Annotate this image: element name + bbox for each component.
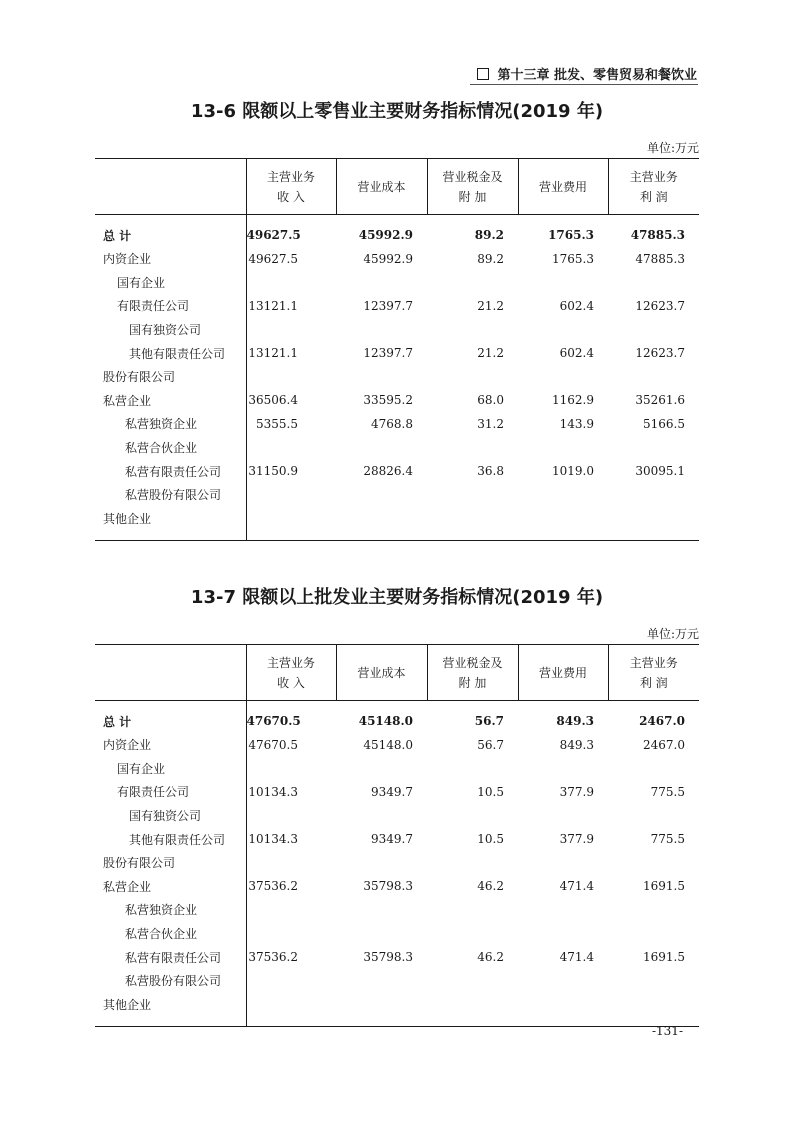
- cell-cost: 4768.8: [371, 416, 413, 431]
- cell-profit: 775.5: [650, 784, 685, 799]
- cell-tax: [427, 757, 518, 781]
- cell-cost: 28826.4: [363, 464, 413, 479]
- row-label: 私营合伙企业: [125, 441, 198, 456]
- cell-cost: [336, 271, 427, 295]
- table-row: [95, 780, 699, 804]
- table-title: 13-7 限额以上批发业主要财务指标情况(2019 年): [190, 587, 604, 608]
- cell-revenue: 13121.1: [246, 341, 336, 365]
- cell-expense: [518, 757, 608, 781]
- cell-expense: [518, 922, 608, 946]
- row-label: 私营有限责任公司: [125, 950, 222, 965]
- cell-cost: 33595.2: [363, 393, 413, 408]
- cell-cost: [336, 851, 427, 875]
- cell-profit: 12623.7: [635, 346, 685, 361]
- cell-cost: [336, 365, 427, 389]
- cell-revenue: [246, 436, 336, 460]
- cell-expense: 1019.0: [552, 464, 594, 479]
- cell-revenue: 37536.2: [246, 875, 336, 899]
- cell-tax: [427, 365, 518, 389]
- cell-cost: 9349.7: [371, 784, 413, 799]
- cell-expense: 602.4: [559, 346, 594, 361]
- cell-tax: 21.2: [477, 298, 504, 313]
- cell-expense: 143.9: [559, 416, 594, 431]
- header-blank: [95, 159, 246, 215]
- cell-expense: 1162.9: [552, 393, 594, 408]
- cell-tax: 56.7: [474, 714, 504, 728]
- cell-revenue: 13121.1: [246, 294, 336, 318]
- cell-tax: 31.2: [477, 416, 504, 431]
- col-header-tax: 营业税金及 附 加: [427, 159, 518, 215]
- cell-cost: 45148.0: [358, 714, 413, 728]
- cell-revenue: [246, 898, 336, 922]
- header-row: [95, 645, 699, 701]
- row-label: 有限责任公司: [117, 299, 190, 314]
- cell-revenue: [246, 922, 336, 946]
- cell-profit: [608, 804, 699, 828]
- row-label: 国有企业: [117, 275, 166, 290]
- cell-revenue: [246, 757, 336, 781]
- cell-revenue: [246, 804, 336, 828]
- table-row: [95, 507, 699, 541]
- cell-profit: 1691.5: [643, 950, 685, 965]
- table-row: [95, 318, 699, 342]
- cell-profit: [608, 969, 699, 993]
- cell-profit: [608, 898, 699, 922]
- cell-tax: [427, 804, 518, 828]
- header-blank: [95, 645, 246, 701]
- header-row: [95, 159, 699, 215]
- cell-cost: [336, 922, 427, 946]
- total-row: [95, 215, 699, 248]
- table-row: [95, 993, 699, 1027]
- table-row: [95, 271, 699, 295]
- cell-profit: [608, 507, 699, 541]
- financial-table: [95, 158, 699, 541]
- cell-cost: [336, 318, 427, 342]
- cell-tax: 10.5: [477, 784, 504, 799]
- cell-profit: 30095.1: [635, 464, 685, 479]
- cell-tax: [427, 271, 518, 295]
- row-label: 其他企业: [95, 993, 246, 1027]
- row-label: 私营企业: [103, 393, 152, 408]
- table-row: [95, 945, 699, 969]
- financial-table: [95, 644, 699, 1027]
- cell-revenue: 49627.5: [246, 215, 336, 248]
- cell-revenue: [246, 507, 336, 541]
- cell-cost: [336, 757, 427, 781]
- cell-profit: [608, 851, 699, 875]
- cell-profit: [608, 365, 699, 389]
- cell-tax: [427, 969, 518, 993]
- cell-tax: 21.2: [477, 346, 504, 361]
- row-label: 其他有限责任公司: [129, 832, 226, 847]
- cell-cost: 35798.3: [363, 879, 413, 894]
- table-row: [95, 459, 699, 483]
- cell-expense: [518, 365, 608, 389]
- page-number: -131-: [651, 1024, 683, 1038]
- row-label: 股份有限公司: [103, 370, 176, 385]
- row-label: 私营独资企业: [125, 417, 198, 432]
- table-row: [95, 483, 699, 507]
- row-label: 私营合伙企业: [125, 927, 198, 942]
- cell-profit: 775.5: [650, 832, 685, 847]
- col-header-expense: 营业费用: [518, 159, 608, 215]
- cell-expense: 602.4: [559, 298, 594, 313]
- cell-profit: [608, 436, 699, 460]
- col-header-cost: 营业成本: [336, 645, 427, 701]
- cell-cost: 9349.7: [371, 832, 413, 847]
- cell-profit: [608, 318, 699, 342]
- cell-tax: 56.7: [477, 737, 504, 752]
- cell-expense: 377.9: [559, 784, 594, 799]
- cell-revenue: 31150.9: [246, 459, 336, 483]
- table-row: [95, 969, 699, 993]
- col-header-cost: 营业成本: [336, 159, 427, 215]
- cell-tax: 10.5: [477, 832, 504, 847]
- cell-expense: [518, 507, 608, 541]
- cell-revenue: 47670.5: [246, 733, 336, 757]
- cell-expense: 471.4: [559, 950, 594, 965]
- total-row: [95, 701, 699, 734]
- cell-expense: [518, 851, 608, 875]
- table-section-retail: [95, 92, 699, 541]
- cell-revenue: 10134.3: [246, 780, 336, 804]
- cell-expense: [518, 898, 608, 922]
- cell-cost: 45992.9: [363, 251, 413, 266]
- cell-cost: [336, 507, 427, 541]
- cell-expense: [518, 271, 608, 295]
- cell-expense: [518, 483, 608, 507]
- table-row: [95, 922, 699, 946]
- cell-profit: 47885.3: [630, 228, 685, 242]
- table-section-wholesale: [95, 578, 699, 1027]
- cell-revenue: [246, 851, 336, 875]
- cell-revenue: [246, 271, 336, 295]
- cell-revenue: 10134.3: [246, 827, 336, 851]
- row-label: 国有独资公司: [129, 323, 202, 338]
- cell-revenue: [246, 365, 336, 389]
- table-row: [95, 898, 699, 922]
- row-label: 其他企业: [95, 507, 246, 541]
- cell-expense: [518, 318, 608, 342]
- chapter-title: 第十三章 批发、零售贸易和餐饮业: [497, 68, 697, 83]
- cell-expense: 1765.3: [548, 228, 594, 242]
- row-label: 国有独资公司: [129, 809, 202, 824]
- table-row: [95, 875, 699, 899]
- cell-expense: [518, 969, 608, 993]
- cell-profit: [608, 271, 699, 295]
- cell-tax: 68.0: [477, 393, 504, 408]
- cell-expense: 849.3: [559, 737, 594, 752]
- col-header-tax: 营业税金及 附 加: [427, 645, 518, 701]
- cell-tax: [427, 922, 518, 946]
- cell-profit: [608, 757, 699, 781]
- cell-revenue: 49627.5: [246, 247, 336, 271]
- cell-expense: 377.9: [559, 832, 594, 847]
- cell-revenue: 47670.5: [246, 701, 336, 734]
- cell-profit: 2467.0: [639, 714, 685, 728]
- cell-cost: 35798.3: [363, 950, 413, 965]
- cell-profit: 12623.7: [635, 298, 685, 313]
- table-row: [95, 247, 699, 271]
- col-header-expense: 营业费用: [518, 645, 608, 701]
- cell-profit: 1691.5: [643, 879, 685, 894]
- unit-label: 单位:万元: [646, 627, 699, 641]
- table-row: [95, 412, 699, 436]
- cell-revenue: 5355.5: [246, 412, 336, 436]
- table-row: [95, 757, 699, 781]
- cell-tax: [427, 993, 518, 1027]
- col-header-revenue: 主营业务 收 入: [246, 159, 336, 215]
- row-label: 其他有限责任公司: [129, 346, 226, 361]
- table-row: [95, 733, 699, 757]
- table-row: [95, 827, 699, 851]
- cell-profit: [608, 922, 699, 946]
- row-label: 私营股份有限公司: [125, 974, 222, 989]
- row-label: 国有企业: [117, 761, 166, 776]
- square-icon: [477, 68, 489, 80]
- header-rule: [470, 84, 698, 85]
- row-label: 私营独资企业: [125, 903, 198, 918]
- cell-cost: [336, 436, 427, 460]
- cell-revenue: [246, 969, 336, 993]
- cell-cost: 12397.7: [363, 346, 413, 361]
- table-row: [95, 294, 699, 318]
- cell-tax: 36.8: [477, 464, 504, 479]
- table-row: [95, 389, 699, 413]
- cell-expense: [518, 993, 608, 1027]
- cell-cost: [336, 993, 427, 1027]
- cell-profit: 5166.5: [643, 416, 685, 431]
- table-row: [95, 851, 699, 875]
- cell-expense: [518, 436, 608, 460]
- cell-expense: 849.3: [556, 714, 594, 728]
- cell-tax: 89.2: [477, 251, 504, 266]
- col-header-revenue: 主营业务 收 入: [246, 645, 336, 701]
- cell-expense: 1765.3: [552, 251, 594, 266]
- cell-revenue: [246, 483, 336, 507]
- cell-cost: [336, 898, 427, 922]
- row-label: 私营有限责任公司: [125, 464, 222, 479]
- cell-tax: [427, 318, 518, 342]
- cell-revenue: [246, 318, 336, 342]
- cell-cost: 45992.9: [358, 228, 413, 242]
- row-label: 有限责任公司: [117, 785, 190, 800]
- cell-cost: [336, 969, 427, 993]
- row-label: 内资企业: [103, 252, 152, 267]
- cell-expense: 471.4: [559, 879, 594, 894]
- cell-profit: 35261.6: [635, 393, 685, 408]
- row-label: 私营股份有限公司: [125, 488, 222, 503]
- row-label: 总 计: [103, 714, 132, 729]
- unit-label: 单位:万元: [646, 141, 699, 155]
- cell-profit: 2467.0: [643, 737, 685, 752]
- cell-revenue: [246, 993, 336, 1027]
- cell-tax: [427, 851, 518, 875]
- cell-tax: [427, 483, 518, 507]
- col-header-profit: 主营业务 利 润: [608, 645, 699, 701]
- row-label: 总 计: [103, 228, 132, 243]
- cell-revenue: 37536.2: [246, 945, 336, 969]
- cell-tax: [427, 507, 518, 541]
- running-header: [477, 64, 697, 83]
- cell-cost: [336, 804, 427, 828]
- table-row: [95, 341, 699, 365]
- row-label: 股份有限公司: [103, 856, 176, 871]
- cell-profit: [608, 483, 699, 507]
- table-row: [95, 804, 699, 828]
- cell-tax: 46.2: [477, 879, 504, 894]
- cell-cost: 45148.0: [363, 737, 413, 752]
- cell-tax: 89.2: [474, 228, 504, 242]
- cell-tax: 46.2: [477, 950, 504, 965]
- cell-tax: [427, 436, 518, 460]
- table-title: 13-6 限额以上零售业主要财务指标情况(2019 年): [190, 101, 604, 122]
- cell-cost: 12397.7: [363, 298, 413, 313]
- table-row: [95, 436, 699, 460]
- cell-profit: [608, 993, 699, 1027]
- row-label: 私营企业: [103, 879, 152, 894]
- cell-revenue: 36506.4: [246, 389, 336, 413]
- cell-tax: [427, 898, 518, 922]
- cell-profit: 47885.3: [635, 251, 685, 266]
- row-label: 内资企业: [103, 738, 152, 753]
- col-header-profit: 主营业务 利 润: [608, 159, 699, 215]
- table-row: [95, 365, 699, 389]
- cell-expense: [518, 804, 608, 828]
- cell-cost: [336, 483, 427, 507]
